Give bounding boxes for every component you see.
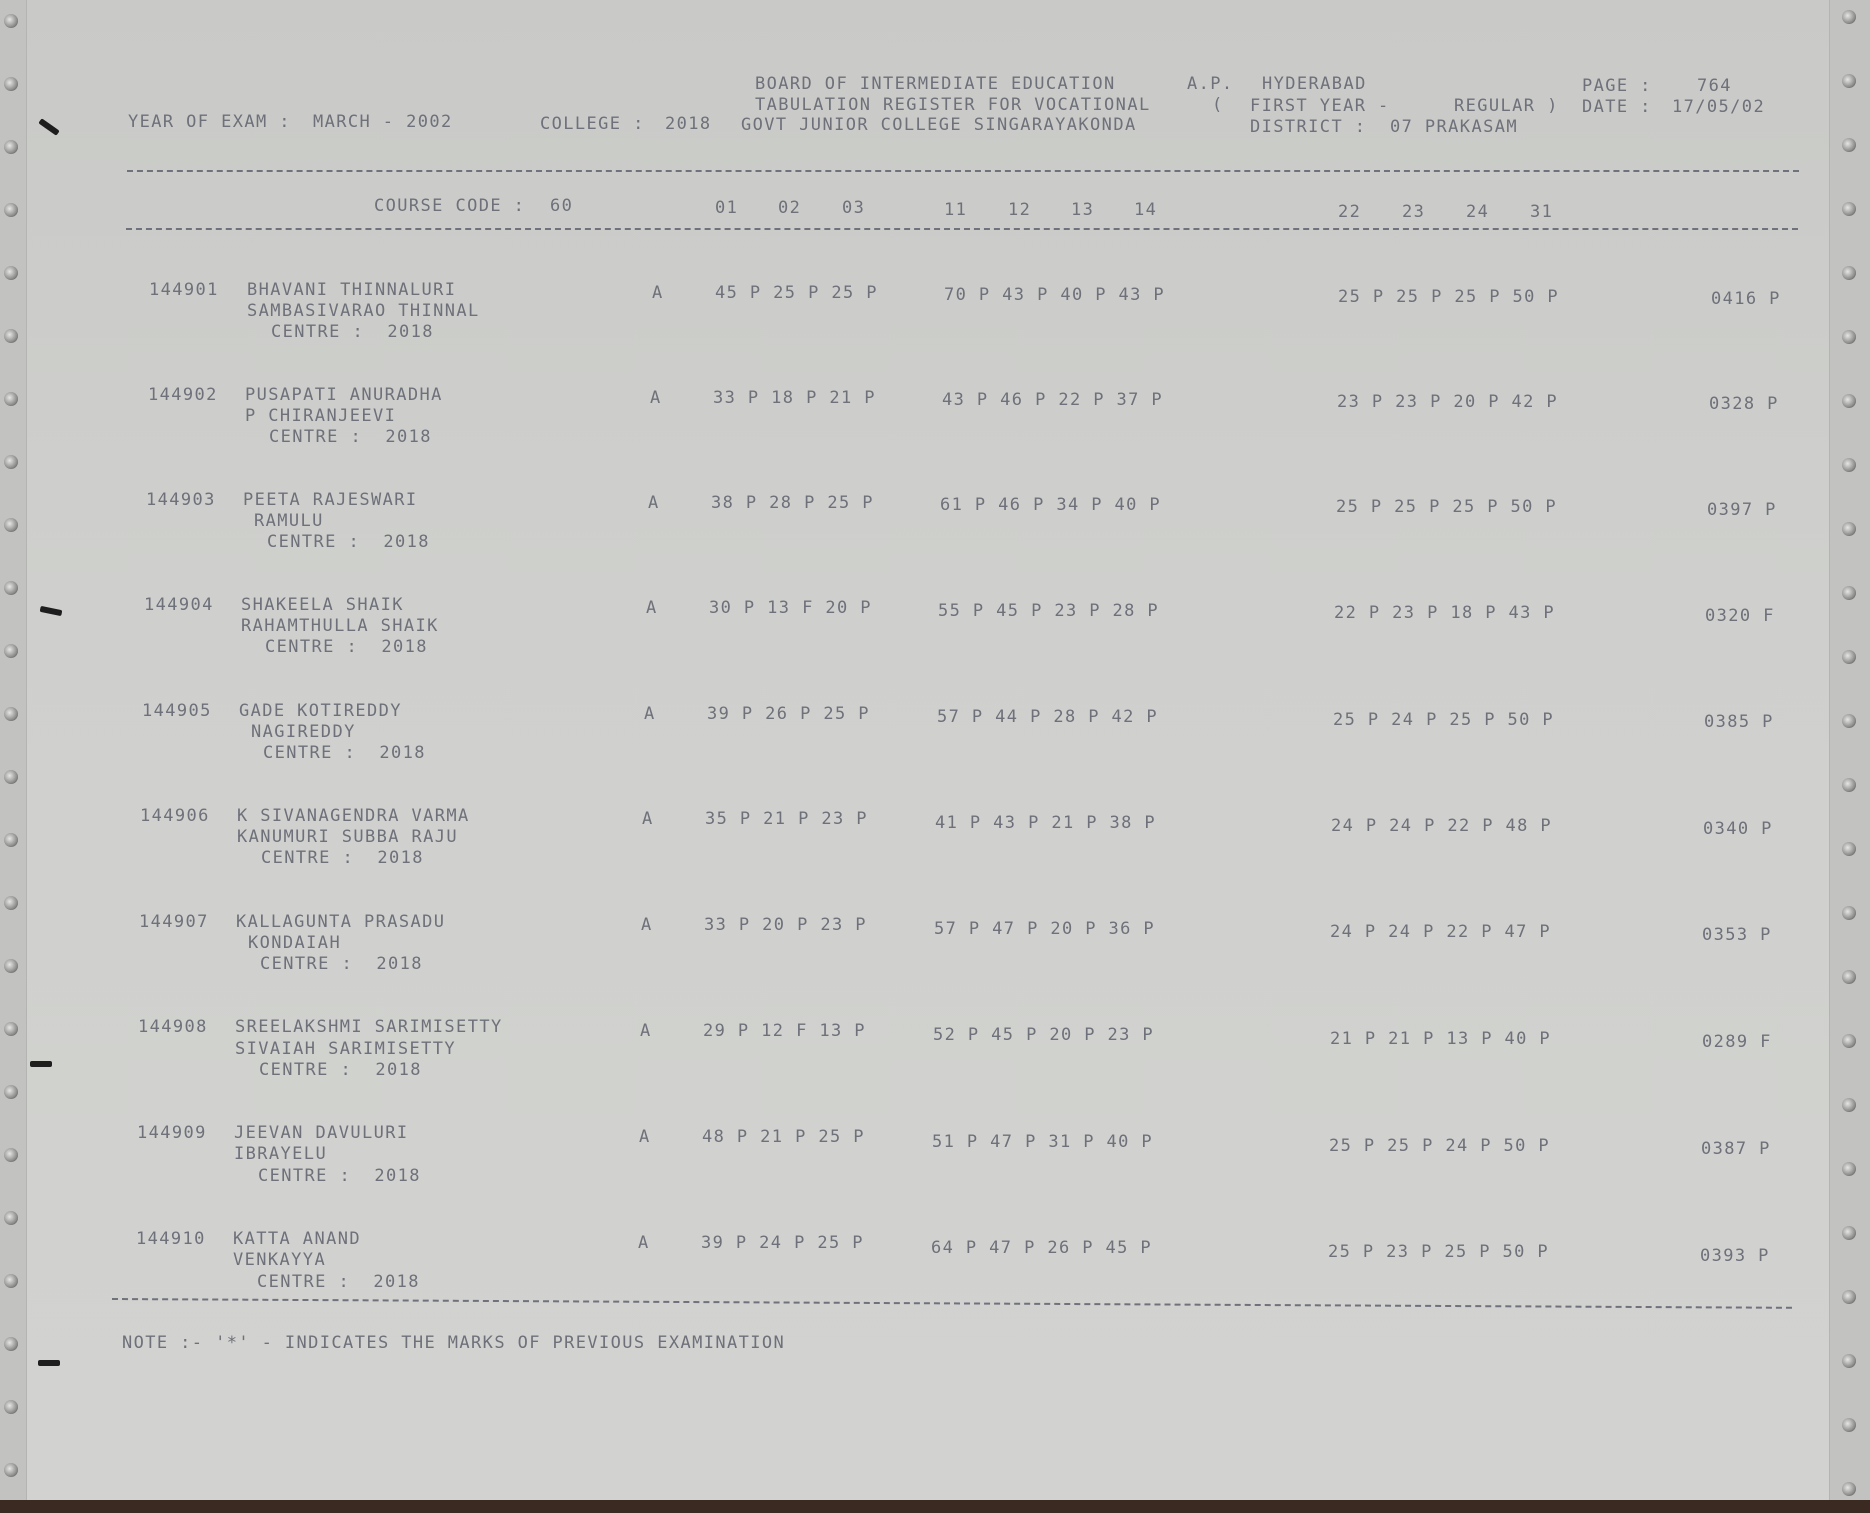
part2-marks: 70 P 43 P 40 P 43 P [944,285,1166,305]
total-marks: 0289 F [1702,1032,1772,1052]
district-value: 07 PRAKASAM [1390,117,1518,137]
tractor-hole [4,833,18,847]
part3-marks: 22 P 23 P 18 P 43 P [1334,603,1556,623]
board-city: HYDERABAD [1262,74,1367,94]
subject-14: 14 [1134,200,1158,220]
exam-centre: CENTRE : 2018 [259,1060,422,1080]
subject-13: 13 [1071,200,1095,220]
part2-marks: 61 P 46 P 34 P 40 P [940,495,1162,515]
exam-centre: CENTRE : 2018 [263,743,426,763]
total-marks: 0387 P [1701,1139,1771,1159]
hall-ticket-number: 144909 [137,1123,207,1143]
hall-ticket-number: 144905 [142,701,212,721]
parent-name: KONDAIAH [248,933,342,953]
exam-centre: CENTRE : 2018 [265,637,428,657]
footer-note: NOTE :- '*' - INDICATES THE MARKS OF PREVIOUS EXAMINATION [122,1333,786,1353]
course-code-value: 60 [550,196,574,216]
hall-ticket-number: 144906 [140,806,210,826]
grade: A [641,915,653,935]
subject-02: 02 [778,198,802,218]
hall-ticket-number: 144907 [139,912,209,932]
header-rule-top [127,170,1799,172]
college-code: 2018 [665,114,712,134]
year-of-exam-label: YEAR OF EXAM : [128,112,291,132]
part1-marks: 35 P 21 P 23 P [705,809,868,829]
student-name: JEEVAN DAVULURI [234,1123,409,1143]
hall-ticket-number: 144903 [146,490,216,510]
subject-03: 03 [842,198,866,218]
grade: A [650,388,662,408]
tractor-hole [4,896,18,910]
year-of-exam: MARCH - 2002 [313,112,453,132]
tractor-hole [1842,1162,1856,1176]
student-name: KATTA ANAND [233,1229,361,1249]
hall-ticket-number: 144910 [136,1229,206,1249]
exam-centre: CENTRE : 2018 [258,1166,421,1186]
total-marks: 0353 P [1702,925,1772,945]
margin-mark [38,118,59,136]
margin-mark [40,606,63,616]
tractor-hole [1842,970,1856,984]
tractor-hole [4,1463,18,1477]
paren-open: ( [1212,95,1224,115]
college-label: COLLEGE : [540,114,645,134]
total-marks: 0320 F [1705,606,1775,626]
grade: A [644,704,656,724]
tractor-hole [4,266,18,280]
tractor-hole [1842,1290,1856,1304]
student-name: GADE KOTIREDDY [239,701,402,721]
student-name: KALLAGUNTA PRASADU [236,912,446,932]
part1-marks: 39 P 26 P 25 P [707,704,870,724]
part3-marks: 25 P 25 P 25 P 50 P [1336,497,1558,517]
grade: A [640,1021,652,1041]
hall-ticket-number: 144908 [138,1017,208,1037]
tractor-hole [1842,714,1856,728]
grade: A [652,283,664,303]
exam-centre: CENTRE : 2018 [257,1272,420,1292]
parent-name: NAGIREDDY [251,722,356,742]
part2-marks: 51 P 47 P 31 P 40 P [932,1132,1154,1152]
part2-marks: 43 P 46 P 22 P 37 P [942,390,1164,410]
part1-marks: 38 P 28 P 25 P [711,493,874,513]
tractor-hole [1842,202,1856,216]
grade: A [648,493,660,513]
student-name: SREELAKSHMI SARIMISETTY [235,1017,503,1037]
tractor-hole [1842,650,1856,664]
tractor-hole [4,644,18,658]
total-marks: 0328 P [1709,394,1779,414]
margin-mark [38,1360,60,1366]
tractor-hole [4,1085,18,1099]
exam-centre: CENTRE : 2018 [271,322,434,342]
total-marks: 0340 P [1703,819,1773,839]
left-tractor-strip [0,0,27,1500]
tractor-hole [4,329,18,343]
date-label: DATE : [1582,97,1652,117]
exam-centre: CENTRE : 2018 [269,427,432,447]
part1-marks: 29 P 12 F 13 P [703,1021,866,1041]
exam-kind: REGULAR ) [1454,96,1559,116]
tractor-hole [1842,74,1856,88]
exam-centre: CENTRE : 2018 [267,532,430,552]
part3-marks: 23 P 23 P 20 P 42 P [1337,392,1559,412]
subject-31: 31 [1530,202,1554,222]
tractor-hole [1842,1226,1856,1240]
exam-centre: CENTRE : 2018 [261,848,424,868]
print-date: 17/05/02 [1672,97,1766,117]
hall-ticket-number: 144902 [148,385,218,405]
register-title: TABULATION REGISTER FOR VOCATIONAL [755,95,1151,115]
parent-name: P CHIRANJEEVI [245,406,397,426]
subject-12: 12 [1008,200,1032,220]
tractor-hole [4,14,18,28]
tractor-hole [1842,1418,1856,1432]
page-label: PAGE : [1582,76,1652,96]
tractor-hole [4,77,18,91]
footer-rule [112,1298,1792,1309]
part1-marks: 48 P 21 P 25 P [702,1127,865,1147]
total-marks: 0397 P [1707,500,1777,520]
college-name: GOVT JUNIOR COLLEGE SINGARAYAKONDA [741,115,1137,135]
tractor-hole [1842,906,1856,920]
tractor-hole [4,770,18,784]
tractor-hole [4,392,18,406]
tractor-hole [4,1148,18,1162]
part2-marks: 64 P 47 P 26 P 45 P [931,1238,1153,1258]
tractor-hole [4,1337,18,1351]
hall-ticket-number: 144904 [144,595,214,615]
student-name: BHAVANI THINNALURI [247,280,457,300]
exam-centre: CENTRE : 2018 [260,954,423,974]
subject-22: 22 [1338,202,1362,222]
tractor-hole [1842,1098,1856,1112]
subject-01: 01 [715,198,739,218]
part1-marks: 45 P 25 P 25 P [715,283,878,303]
header-rule-bottom [126,228,1798,230]
total-marks: 0393 P [1700,1246,1770,1266]
tractor-hole [1842,10,1856,24]
tractor-hole [1842,1354,1856,1368]
part3-marks: 25 P 25 P 25 P 50 P [1338,287,1560,307]
grade: A [639,1127,651,1147]
parent-name: KANUMURI SUBBA RAJU [237,827,459,847]
part1-marks: 33 P 20 P 23 P [704,915,867,935]
grade: A [638,1233,650,1253]
student-name: K SIVANAGENDRA VARMA [237,806,470,826]
parent-name: RAHAMTHULLA SHAIK [241,616,439,636]
tractor-hole [1842,522,1856,536]
hall-ticket-number: 144901 [149,280,219,300]
parent-name: IBRAYELU [234,1144,328,1164]
total-marks: 0385 P [1704,712,1774,732]
tractor-hole [1842,778,1856,792]
tractor-hole [4,1400,18,1414]
student-name: SHAKEELA SHAIK [241,595,404,615]
part2-marks: 57 P 47 P 20 P 36 P [934,919,1156,939]
tractor-hole [4,707,18,721]
grade: A [646,598,658,618]
parent-name: RAMULU [254,511,324,531]
tractor-hole [4,959,18,973]
part3-marks: 24 P 24 P 22 P 47 P [1330,922,1552,942]
tractor-hole [4,1274,18,1288]
tractor-hole [4,1022,18,1036]
tractor-hole [4,203,18,217]
tractor-hole [1842,1034,1856,1048]
tractor-hole [4,1211,18,1225]
tractor-hole [4,455,18,469]
tractor-hole [1842,266,1856,280]
tractor-hole [1842,394,1856,408]
subject-24: 24 [1466,202,1490,222]
part3-marks: 21 P 21 P 13 P 40 P [1330,1029,1552,1049]
total-marks: 0416 P [1711,289,1781,309]
tractor-hole [1842,842,1856,856]
board-state: A.P. [1187,74,1234,94]
part3-marks: 25 P 24 P 25 P 50 P [1333,710,1555,730]
tractor-hole [4,581,18,595]
page-number: 764 [1697,76,1732,96]
district-label: DISTRICT : [1250,117,1367,137]
parent-name: VENKAYYA [233,1250,327,1270]
student-name: PUSAPATI ANURADHA [245,385,443,405]
student-name: PEETA RAJESWARI [243,490,418,510]
part3-marks: 25 P 23 P 25 P 50 P [1328,1242,1550,1262]
part1-marks: 33 P 18 P 21 P [713,388,876,408]
tractor-hole [1842,586,1856,600]
tractor-hole [1842,138,1856,152]
margin-mark [30,1061,52,1067]
part3-marks: 25 P 25 P 24 P 50 P [1329,1136,1551,1156]
parent-name: SAMBASIVARAO THINNAL [247,301,480,321]
tractor-hole [1842,1482,1856,1496]
parent-name: SIVAIAH SARIMISETTY [235,1039,457,1059]
subject-11: 11 [944,200,968,220]
part2-marks: 57 P 44 P 28 P 42 P [937,707,1159,727]
tractor-hole [1842,330,1856,344]
grade: A [642,809,654,829]
subject-23: 23 [1402,202,1426,222]
tractor-hole [1842,458,1856,472]
tractor-hole [4,518,18,532]
part3-marks: 24 P 24 P 22 P 48 P [1331,816,1553,836]
board-title: BOARD OF INTERMEDIATE EDUCATION [755,74,1116,94]
part2-marks: 52 P 45 P 20 P 23 P [933,1025,1155,1045]
part2-marks: 41 P 43 P 21 P 38 P [935,813,1157,833]
tractor-hole [4,140,18,154]
year-type: FIRST YEAR - [1250,96,1390,116]
part2-marks: 55 P 45 P 23 P 28 P [938,601,1160,621]
course-code-label: COURSE CODE : [374,196,526,216]
right-tractor-strip [1829,0,1870,1500]
part1-marks: 39 P 24 P 25 P [701,1233,864,1253]
part1-marks: 30 P 13 F 20 P [709,598,872,618]
